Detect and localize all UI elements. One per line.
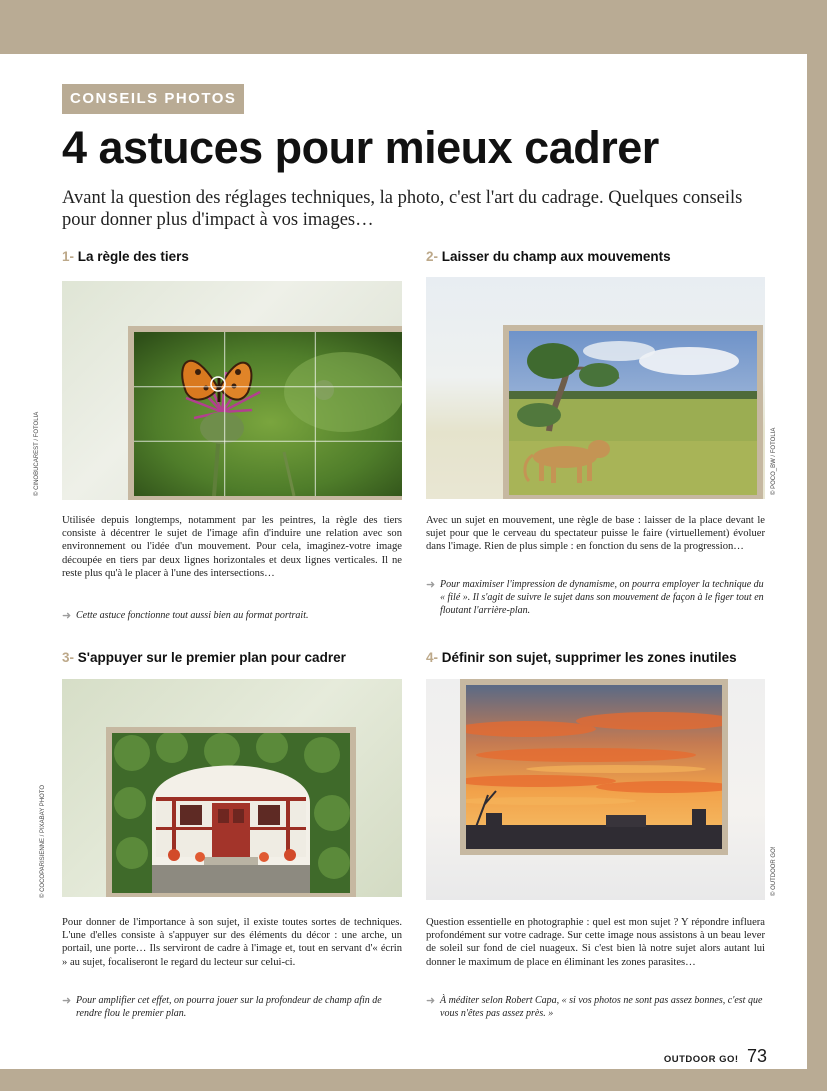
section-1-number: 1- bbox=[62, 249, 75, 264]
sunrise-illustration bbox=[466, 685, 722, 849]
section-3-number: 3- bbox=[62, 650, 75, 665]
section-2-tip bbox=[426, 578, 765, 618]
page-footer bbox=[664, 1046, 767, 1067]
section-2-title: Laisser du champ aux mouvements bbox=[441, 249, 671, 264]
arrow-right-icon: ➜ bbox=[426, 579, 436, 591]
section-2-photo bbox=[426, 277, 765, 499]
section-2-number: 2- bbox=[426, 249, 439, 264]
section-2-body: Avec un sujet en mouvement, une règle de base : laisser de la place devant le sujet pour que le cerveau du spectateur puisse le faire (virtuellement) évoluer dans l'image. Rien de plus simple : en fonction du sens de la progression… bbox=[426, 515, 765, 553]
article-title: 4 astuces pour mieux cadrer bbox=[62, 122, 659, 173]
article-intro: Avant la question des réglages techniques, la photo, c'est l'art du cadrage. Quelques conseils pour donner plus d'impact à vos images… bbox=[62, 188, 743, 230]
ivy-arch-image bbox=[106, 727, 356, 897]
arrow-right-icon: ➜ bbox=[426, 995, 436, 1007]
section-3-body: Pour donner de l'importance à son sujet, il existe toutes sortes de techniques. L'une d'elles consiste à s'appuyer sur des éléments du décor : une arche, un portail, une porte… Ils serviront de cadre à l'image et, tout en servant d'« écrin » au sujet, focaliseront le regard du lecteur sur celui-ci. bbox=[62, 917, 402, 968]
butterfly-illustration bbox=[134, 332, 402, 496]
section-3-photo-credit: © COCOPARISIENNE / PIXABAY PHOTO bbox=[40, 784, 46, 898]
section-3-tip-text: Pour amplifier cet effet, on pourra jouer sur la profondeur de champ afin de rendre flou le premier plan. bbox=[76, 995, 382, 1020]
section-1-photo-credit: © CINOBUCAREST / FOTOLIA bbox=[34, 411, 40, 496]
page-top-band bbox=[0, 0, 827, 54]
page-right-band bbox=[807, 0, 827, 1091]
arrow-right-icon: ➜ bbox=[62, 995, 72, 1007]
section-1-tip-text: Cette astuce fonctionne tout aussi bien au format portrait. bbox=[76, 610, 309, 621]
section-3-title: S'appuyer sur le premier plan pour cadrer bbox=[77, 650, 346, 665]
section-4-photo bbox=[426, 679, 765, 900]
butterfly-image bbox=[128, 326, 402, 500]
sunrise-image bbox=[460, 679, 728, 855]
section-3-tip bbox=[62, 994, 402, 1020]
section-1-photo bbox=[62, 281, 402, 500]
section-4-tip-text: À méditer selon Robert Capa, « si vos photos ne sont pas assez bonnes, c'est que vous n'êtes pas assez près. » bbox=[440, 995, 763, 1020]
magazine-name: OUTDOOR GO! bbox=[663, 1054, 739, 1065]
section-4-heading bbox=[426, 650, 737, 665]
section-2-tip-text: Pour maximiser l'impression de dynamisme, on pourra employer la technique du « filé ». Il s'agit de suivre le sujet dans son mouvement de façon à le figer tout en floutant l'arrière-plan. bbox=[440, 579, 764, 617]
page-number: 73 bbox=[746, 1046, 767, 1066]
rubric-label: CONSEILS PHOTOS bbox=[62, 84, 244, 114]
section-4-title: Définir son sujet, supprimer les zones inutiles bbox=[441, 650, 737, 665]
section-4-number: 4- bbox=[426, 650, 439, 665]
savanna-illustration bbox=[509, 331, 757, 495]
section-1-tip bbox=[62, 609, 402, 622]
section-4-body: Question essentielle en photographie : quel est mon sujet ? Y répondre influera profondément sur votre cadrage. Sur cette image nous assistons à un beau lever de soleil sur fond de ciel nuageux. Si c'est bien là notre sujet alors autant lui donner le maximum de place en éliminant les zones parasites… bbox=[426, 917, 765, 968]
section-2-photo-credit: © POCO_BW / FOTOLIA bbox=[771, 427, 777, 495]
page-bottom-band bbox=[0, 1069, 827, 1091]
lioness-image bbox=[503, 325, 763, 499]
section-1-heading bbox=[62, 249, 189, 264]
section-3-heading bbox=[62, 650, 346, 665]
section-2-heading bbox=[426, 249, 671, 264]
section-1-title: La règle des tiers bbox=[77, 249, 189, 264]
section-1-body: Utilisée depuis longtemps, notamment par les peintres, la règle des tiers consiste à décentrer le sujet de l'image afin d'induire une relation avec son environnement ou l'idée d'un mouvement. Pour cela, imaginez-votre image découpée en tiers par deux lignes horizontales et deux lignes verticales. Il ne reste plus qu'à le placer à l'une des intersections… bbox=[62, 515, 402, 579]
arrow-right-icon: ➜ bbox=[62, 610, 72, 622]
section-3-photo bbox=[62, 679, 402, 897]
section-4-photo-credit: © OUTDOOR GO! bbox=[771, 846, 777, 896]
house-arch-illustration bbox=[112, 733, 350, 893]
section-4-tip bbox=[426, 994, 765, 1020]
